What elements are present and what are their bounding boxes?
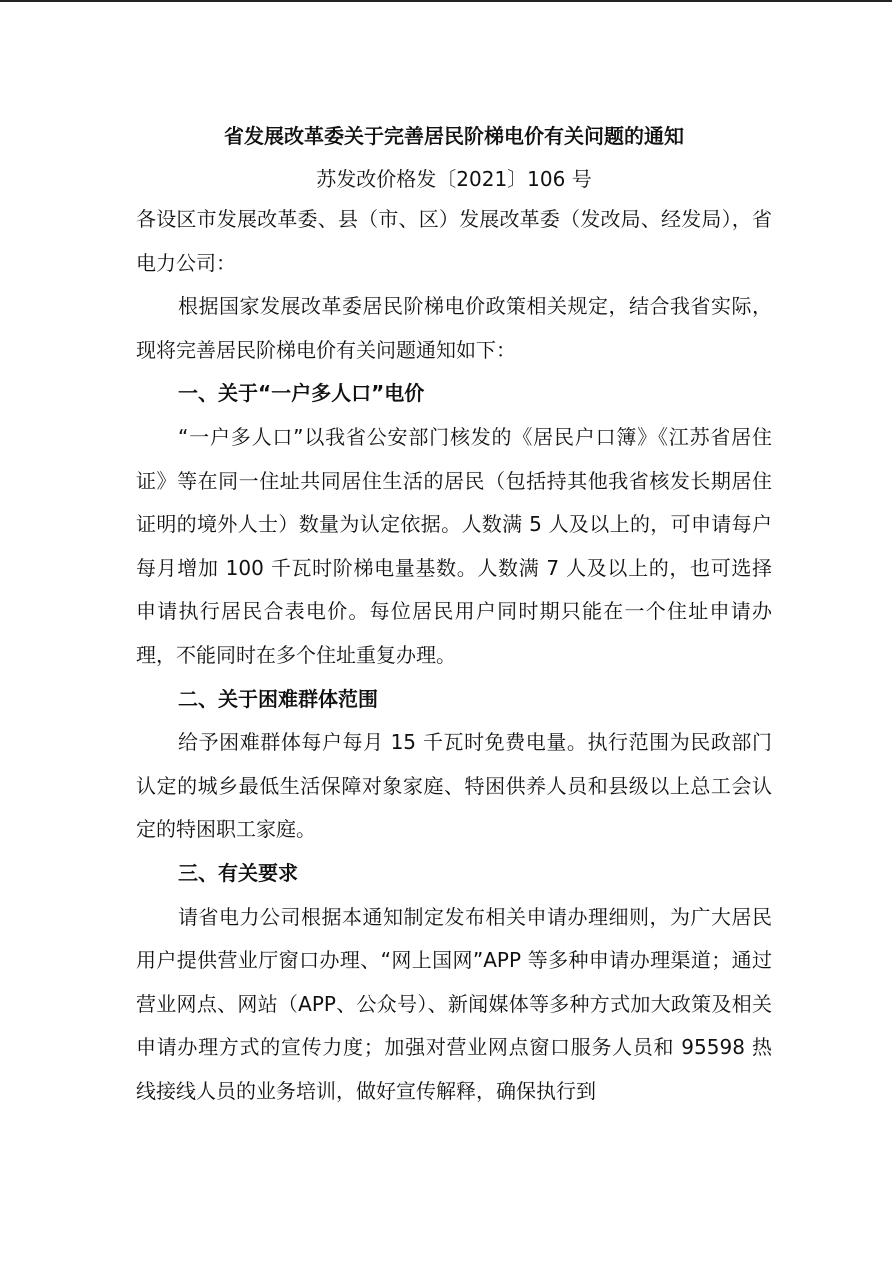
section-heading-1: 一、关于“一户多人口”电价 xyxy=(178,381,425,406)
document-page xyxy=(136,112,772,1113)
section-heading-2: 二、关于困难群体范围 xyxy=(178,686,378,711)
top-border-line xyxy=(0,0,892,2)
section-heading-3: 三、有关要求 xyxy=(178,860,298,885)
document-number: 苏发改价格发〔2021〕106 号 xyxy=(316,167,592,191)
section-body-2: 给予困难群体每户每月 15 千瓦时免费电量。执行范围为民政部门认定的城乡最低生活保障对象家庭、特困供养人员和县级以上总工会认定的特困职工家庭。 xyxy=(136,730,772,842)
addressees-paragraph: 各设区市发展改革委、县（市、区）发展改革委（发改局、经发局），省电力公司： xyxy=(136,207,772,275)
section-body-3: 请省电力公司根据本通知制定发布相关申请办理细则，为广大居民用户提供营业厅窗口办理、“网上国网”APP 等多种申请办理渠道；通过营业网点、网站（APP、公众号）、新闻媒体等多种方式加大政策及相关申请办理方式的宣传力度；加强对营业网点窗口服务人员和 95598 热线接线人员的业务培训，做好宣传解释，确保执行到 xyxy=(136,904,772,1103)
section-body-1: “一户多人口”以我省公安部门核发的《居民户口簿》《江苏省居住证》等在同一住址共同居住生活的居民（包括持其他我省核发长期居住证明的境外人士）数量为认定依据。人数满 5 人及以上的，可申请每户每月增加 100 千瓦时阶梯电量基数。人数满 7 人及以上的，也可选择申请执行居民合表电价。每位居民用户同时期只能在一个住址申请办理，不能同时在多个住址重复办理。 xyxy=(136,424,772,667)
document-title: 省发展改革委关于完善居民阶梯电价有关问题的通知 xyxy=(224,124,684,148)
intro-paragraph: 根据国家发展改革委居民阶梯电价政策相关规定，结合我省实际，现将完善居民阶梯电价有关问题通知如下： xyxy=(136,294,772,362)
